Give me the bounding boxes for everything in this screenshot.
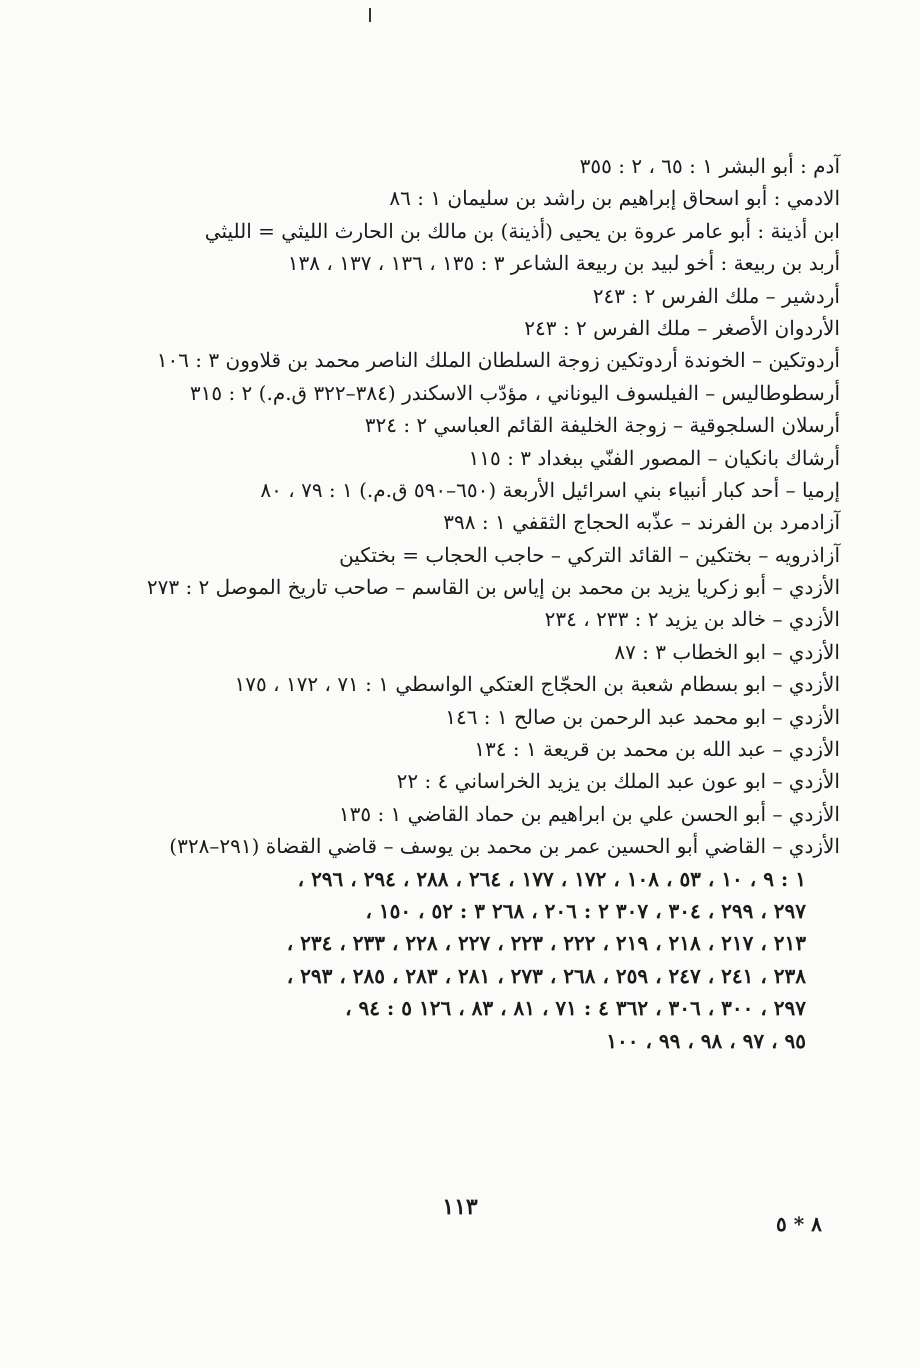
reference-continuation-line: ٢١٣ ، ٢١٧ ، ٢١٨ ، ٢١٩ ، ٢٢٢ ، ٢٢٣ ، ٢٢٧ ، ٢٢٨ ، ٢٣٣ ، ٢٣٤ ، (286, 931, 806, 956)
index-entry: الادمي : أبو اسحاق إبراهيم بن راشد بن سليمان ١ : ٨٦ (389, 186, 840, 211)
index-entry: الأزدي – أبو الحسن علي بن ابراهيم بن حماد القاضي ١ : ١٣٥ (338, 801, 840, 826)
index-entry: آدم : أبو البشر ١ : ٦٥ ، ٢ : ٣٥٥ (579, 154, 840, 178)
index-entry: ابن أذينة : أبو عامر عروة بن يحيى (أذينة) بن مالك بن الحارث الليثي = الليثي (204, 218, 840, 243)
index-entry: الأزدي – أبو زكريا يزيد بن محمد بن إياس بن القاسم – صاحب تاريخ الموصل ٢ : ٢٧٣ (146, 575, 840, 600)
index-entry: الأزدي – عبد الله بن محمد بن قريعة ١ : ١٣٤ (474, 737, 840, 762)
index-entry: أرشاك بانكيان – المصور الفنّي ببغداد ٣ : ١١٥ (468, 445, 840, 470)
index-entry: آزادمرد بن الفرند – عذّبه الحجاج الثقفي ١ : ٣٩٨ (443, 510, 840, 535)
index-entry: الأزدي – ابو بسطام شعبة بن الحجّاج العتكي الواسطي ١ : ٧١ ، ١٧٢ ، ١٧٥ (234, 672, 840, 697)
index-entry: الأردوان الأصغر – ملك الفرس ٢ : ٢٤٣ (524, 315, 840, 340)
index-entry: أردوتكين – الخوندة أردوتكين زوجة السلطان الملك الناصر محمد بن قلاوون ٣ : ١٠٦ (156, 348, 840, 373)
index-entry: أردشير – ملك الفرس ٢ : ٢٤٣ (592, 283, 840, 308)
index-entry: أرسطوطاليس – الفيلسوف اليوناني ، مؤدّب الاسكندر (٣٨٤–٣٢٢ ق.م.) ٢ : ٣١٥ (189, 380, 840, 405)
index-entry: الأزدي – القاضي أبو الحسين عمر بن محمد بن يوسف – قاضي القضاة (٢٩١–٣٢٨) (169, 834, 840, 859)
reference-continuation-line: ٢٣٨ ، ٢٤١ ، ٢٤٧ ، ٢٥٩ ، ٢٦٨ ، ٢٧٣ ، ٢٨١ ، ٢٨٣ ، ٢٨٥ ، ٢٩٣ ، (286, 963, 806, 988)
reference-continuation-line: ٢٩٧ ، ٢٩٩ ، ٣٠٤ ، ٣٠٧ ٢ : ٢٠٦ ، ٢٦٨ ٣ : ٥٢ ، ١٥٠ ، (365, 898, 806, 923)
page-number: ١١٣ (442, 1194, 478, 1220)
index-entry: أرسلان السلجوقية – زوجة الخليفة القائم العباسي ٢ : ٣٢٤ (364, 413, 840, 438)
index-entry: الأزدي – ابو عون عبد الملك بن يزيد الخراساني ٤ : ٢٢ (396, 769, 840, 794)
index-entry: الأزدي – خالد بن يزيد ٢ : ٢٣٣ ، ٢٣٤ (544, 607, 840, 632)
index-entry: الأزدي – ابو الخطاب ٣ : ٨٧ (614, 639, 840, 664)
printer-signature: ٨ * ٥ (776, 1212, 822, 1236)
index-entry: أربد بن ربيعة : أخو لبيد بن ربيعة الشاعر ٣ : ١٣٥ ، ١٣٦ ، ١٣٧ ، ١٣٨ (287, 251, 840, 276)
index-entry: الأزدي – ابو محمد عبد الرحمن بن صالح ١ : ١٤٦ (445, 704, 840, 729)
reference-continuation-line: ٢٩٧ ، ٣٠٠ ، ٣٠٦ ، ٣٦٢ ٤ : ٧١ ، ٨١ ، ٨٣ ، ١٢٦ ٥ : ٩٤ ، (345, 996, 806, 1021)
index-entry: إرميا – أحد كبار أنبياء بني اسرائيل الأربعة (٦٥٠–٥٩٠ ق.م.) ١ : ٧٩ ، ٨٠ (260, 477, 840, 502)
index-entry: آزاذرويه – بختكين – القائد التركي – حاجب الحجاب = بختكين (339, 542, 840, 567)
reference-continuation-line: ٩٥ ، ٩٧ ، ٩٨ ، ٩٩ ، ١٠٠ (606, 1028, 806, 1053)
reference-continuation-line: ١ : ٩ ، ١٠ ، ٥٣ ، ١٠٨ ، ١٧٢ ، ١٧٧ ، ٢٦٤ ، ٢٨٨ ، ٢٩٤ ، ٢٩٦ ، (297, 866, 806, 891)
top-mark (369, 8, 371, 22)
index-entries (146, 150, 840, 1057)
